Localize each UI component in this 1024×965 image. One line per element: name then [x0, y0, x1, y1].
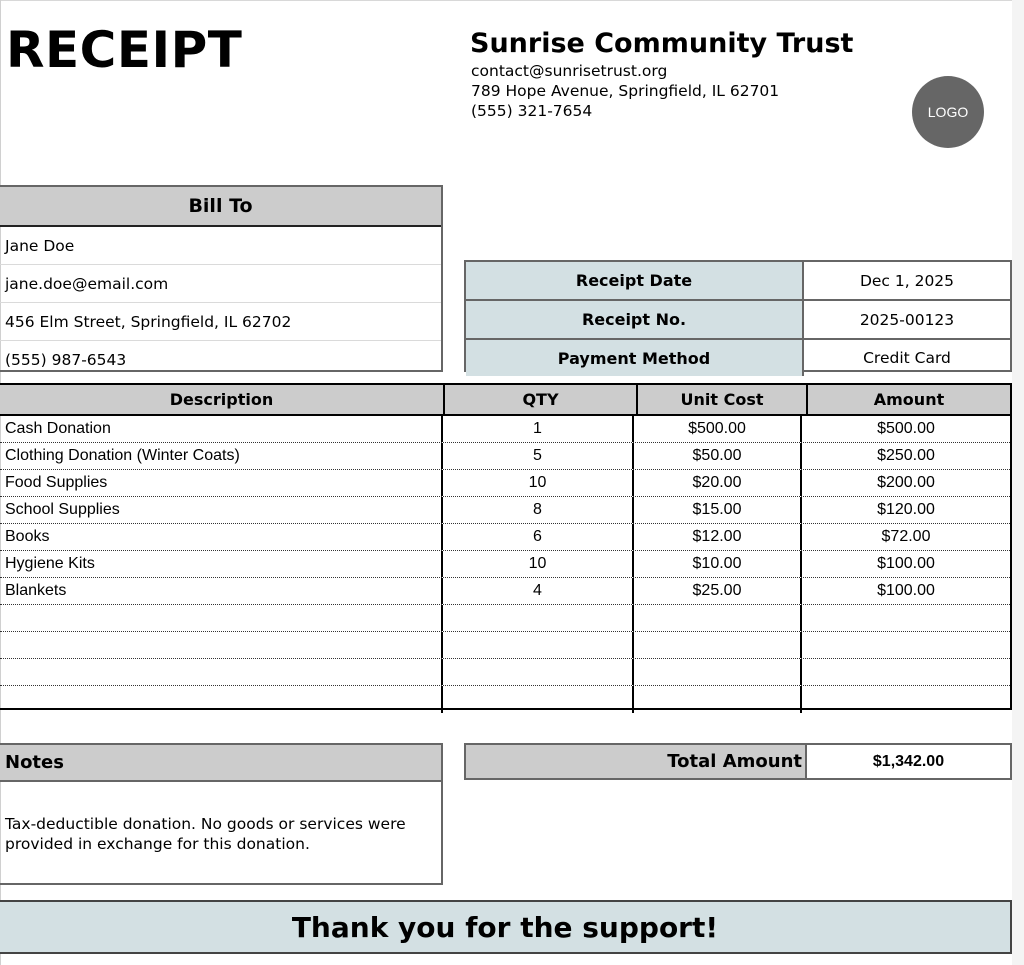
item-qty: 10	[443, 551, 634, 577]
receipt-number-row	[466, 301, 1010, 340]
receipt-number-value: 2025-00123	[859, 310, 955, 329]
items-table-header	[0, 385, 1010, 416]
item-qty	[443, 659, 634, 685]
item-description: Blankets	[0, 578, 443, 604]
item-unit-cost	[634, 632, 802, 658]
item-qty: 1	[443, 416, 634, 442]
table-row	[0, 470, 1010, 497]
item-description	[0, 686, 443, 713]
receipt-info-table	[464, 260, 1012, 372]
item-qty: 10	[443, 470, 634, 496]
item-description	[0, 605, 443, 631]
total-amount-label: Total Amount	[466, 745, 807, 778]
logo-placeholder: LOGO	[912, 76, 984, 148]
item-unit-cost: $50.00	[634, 443, 802, 469]
receipt-date-value: Dec 1, 2025	[859, 271, 955, 290]
receipt-date-label: Receipt Date	[466, 262, 804, 299]
item-description: Hygiene Kits	[0, 551, 443, 577]
payment-method-label: Payment Method	[466, 340, 804, 376]
receipt-number-label: Receipt No.	[466, 301, 804, 338]
item-description	[0, 632, 443, 658]
table-row	[0, 551, 1010, 578]
total-amount-box	[464, 743, 1012, 780]
item-qty: 6	[443, 524, 634, 550]
thank-you-banner: Thank you for the support!	[0, 900, 1012, 954]
notes-text: Tax-deductible donation. No goods or services were provided in exchange for this donation.	[5, 815, 406, 853]
table-row	[0, 497, 1010, 524]
total-amount-value: $1,342.00	[872, 752, 945, 770]
column-header-description: Description	[0, 385, 445, 414]
items-table	[0, 383, 1012, 710]
item-unit-cost: $20.00	[634, 470, 802, 496]
item-amount: $72.00	[881, 528, 931, 545]
item-amount: $100.00	[877, 582, 935, 599]
page-right-margin	[1012, 0, 1024, 965]
bill-to-name: Jane Doe	[0, 227, 441, 265]
item-amount: $120.00	[877, 501, 935, 518]
bill-to-heading: Bill To	[0, 187, 441, 227]
payment-method-row	[466, 340, 1010, 376]
item-qty: 4	[443, 578, 634, 604]
item-description: School Supplies	[0, 497, 443, 523]
item-amount	[802, 659, 1010, 685]
item-unit-cost	[634, 659, 802, 685]
notes-heading: Notes	[0, 745, 441, 782]
bill-to-email: jane.doe@email.com	[0, 265, 441, 303]
notes-section	[0, 743, 443, 885]
table-row	[0, 632, 1010, 659]
table-row	[0, 416, 1010, 443]
item-unit-cost: $25.00	[634, 578, 802, 604]
item-unit-cost: $10.00	[634, 551, 802, 577]
column-header-amount: Amount	[873, 390, 945, 409]
item-description: Food Supplies	[0, 470, 443, 496]
item-amount	[802, 686, 1010, 713]
organization-email: contact@sunrisetrust.org	[471, 62, 668, 80]
table-row	[0, 524, 1010, 551]
item-amount: $250.00	[877, 447, 935, 464]
item-amount	[802, 632, 1010, 658]
item-unit-cost	[634, 605, 802, 631]
item-qty: 8	[443, 497, 634, 523]
item-description: Clothing Donation (Winter Coats)	[0, 443, 443, 469]
table-row	[0, 686, 1010, 713]
item-qty	[443, 605, 634, 631]
organization-phone: (555) 321-7654	[471, 102, 593, 120]
items-table-body	[0, 416, 1010, 713]
item-amount: $200.00	[877, 474, 935, 491]
bill-to-section	[0, 185, 443, 372]
item-description: Cash Donation	[0, 416, 443, 442]
item-qty: 5	[443, 443, 634, 469]
receipt-date-row	[466, 262, 1010, 301]
item-unit-cost: $12.00	[634, 524, 802, 550]
item-amount: $100.00	[877, 555, 935, 572]
organization-address: 789 Hope Avenue, Springfield, IL 62701	[471, 82, 780, 100]
page-top-border	[0, 0, 1012, 1]
item-description	[0, 659, 443, 685]
item-unit-cost	[634, 686, 802, 713]
table-row	[0, 659, 1010, 686]
column-header-unit-cost: Unit Cost	[638, 385, 808, 414]
item-amount	[802, 605, 1010, 631]
item-amount: $500.00	[877, 420, 935, 437]
document-title: RECEIPT	[6, 21, 243, 79]
bill-to-phone: (555) 987-6543	[5, 350, 127, 369]
bill-to-address: 456 Elm Street, Springfield, IL 62702	[0, 303, 441, 341]
item-description: Books	[0, 524, 443, 550]
column-header-qty: QTY	[445, 385, 638, 414]
payment-method-value: Credit Card	[863, 349, 951, 367]
table-row	[0, 605, 1010, 632]
table-row	[0, 443, 1010, 470]
organization-name: Sunrise Community Trust	[470, 28, 854, 59]
item-unit-cost: $15.00	[634, 497, 802, 523]
item-qty	[443, 632, 634, 658]
table-row	[0, 578, 1010, 605]
item-unit-cost: $500.00	[634, 416, 802, 442]
item-qty	[443, 686, 634, 713]
